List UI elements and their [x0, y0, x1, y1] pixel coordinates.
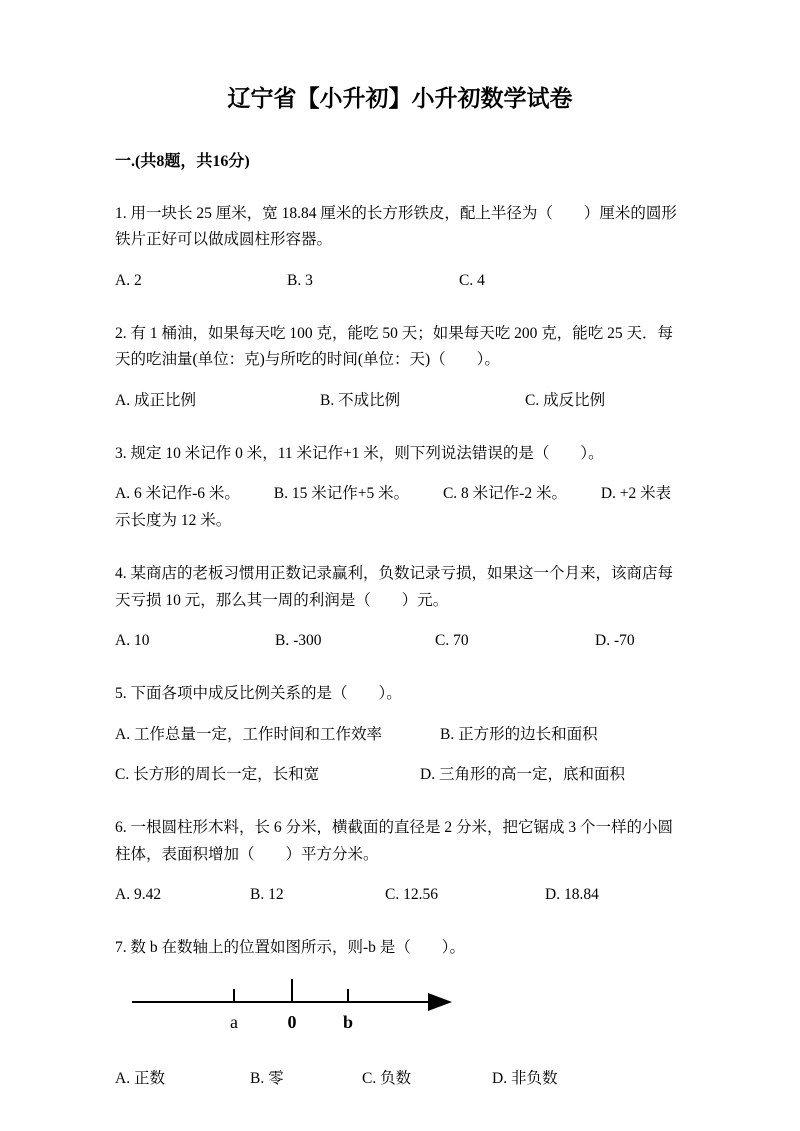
label-b: b	[342, 1011, 354, 1032]
option: A. 9.42	[115, 885, 162, 903]
option: C. 成反比例	[525, 391, 606, 409]
option: A. 成正比例	[115, 391, 196, 409]
number-line-svg	[130, 976, 460, 1038]
options-row	[115, 762, 685, 788]
option: D. 非负数	[492, 1069, 558, 1087]
question-stem: 3. 规定 10 米记作 0 米，11 米记作+1 米，则下列说法错误的是（ ）。	[115, 445, 604, 463]
question-7	[115, 935, 685, 1092]
option: B. -300	[275, 631, 322, 649]
option: D. 18.84	[545, 885, 599, 903]
question-stem: 6. 一根圆柱形木料，长 6 分米，横截面的直径是 2 分米，把它锯成 3 个一样的小圆柱体，表面积增加（ ）平方分米。	[115, 819, 674, 863]
options-row	[115, 722, 685, 748]
option: A. 2	[115, 271, 142, 289]
option: D. 三角形的高一定，底和面积	[420, 765, 625, 783]
question-stem: 1. 用一块长 25 厘米，宽 18.84 厘米的长方形铁皮，配上半径为（ ）厘米的圆形铁片正好可以做成圆柱形容器。	[115, 205, 677, 249]
label-zero: 0	[287, 1011, 297, 1032]
option: C. 4	[459, 271, 485, 289]
question-5	[115, 681, 685, 788]
question-stem: 4. 某商店的老板习惯用正数记录赢利，负数记录亏损，如果这一个月来，该商店每天亏损 10 元，那么其一周的利润是（ ）元。	[115, 565, 674, 609]
option: B. 15 米记作+5 米。	[273, 485, 410, 503]
number-line-figure	[130, 976, 685, 1038]
question-1	[115, 201, 685, 294]
arrow-right-icon	[428, 993, 452, 1011]
option: A. 10	[115, 631, 150, 649]
question-stem: 7. 数 b 在数轴上的位置如图所示，则-b 是（ ）。	[115, 939, 466, 957]
option: C. 70	[435, 631, 469, 649]
option: C. 8 米记作-2 米。	[442, 485, 567, 503]
options-row	[115, 481, 685, 534]
options-row	[115, 1066, 685, 1092]
option: B. 正方形的边长和面积	[440, 725, 598, 743]
option: D. -70	[595, 631, 635, 649]
options-row	[115, 628, 685, 654]
option: A. 正数	[115, 1069, 165, 1087]
options-row	[115, 268, 685, 294]
question-stem: 2. 有 1 桶油，如果每天吃 100 克，能吃 50 天；如果每天吃 200 克，能吃 25 天．每天的吃油量(单位：克)与所吃的时间(单位：天)（ ）。	[115, 325, 674, 369]
option: A. 工作总量一定，工作时间和工作效率	[115, 725, 382, 743]
label-a: a	[230, 1011, 238, 1032]
option: C. 负数	[362, 1069, 412, 1087]
option: B. 零	[250, 1069, 284, 1087]
option: D. +2 米表示长度为 12 米。	[115, 485, 672, 529]
section-header: 一.(共8题，共16分)	[115, 152, 250, 170]
options-row	[115, 388, 685, 414]
question-4	[115, 561, 685, 654]
question-6	[115, 815, 685, 908]
page-title: 辽宁省【小升初】小升初数学试卷	[227, 86, 573, 111]
option: A. 6 米记作-6 米。	[115, 485, 240, 503]
option: C. 12.56	[385, 885, 438, 903]
option: B. 3	[287, 271, 313, 289]
options-row	[115, 882, 685, 908]
question-2	[115, 321, 685, 414]
option: B. 12	[250, 885, 284, 903]
question-stem: 5. 下面各项中成反比例关系的是（ ）。	[115, 685, 402, 703]
option: B. 不成比例	[320, 391, 401, 409]
option: C. 长方形的周长一定，长和宽	[115, 765, 320, 783]
question-3	[115, 441, 685, 534]
